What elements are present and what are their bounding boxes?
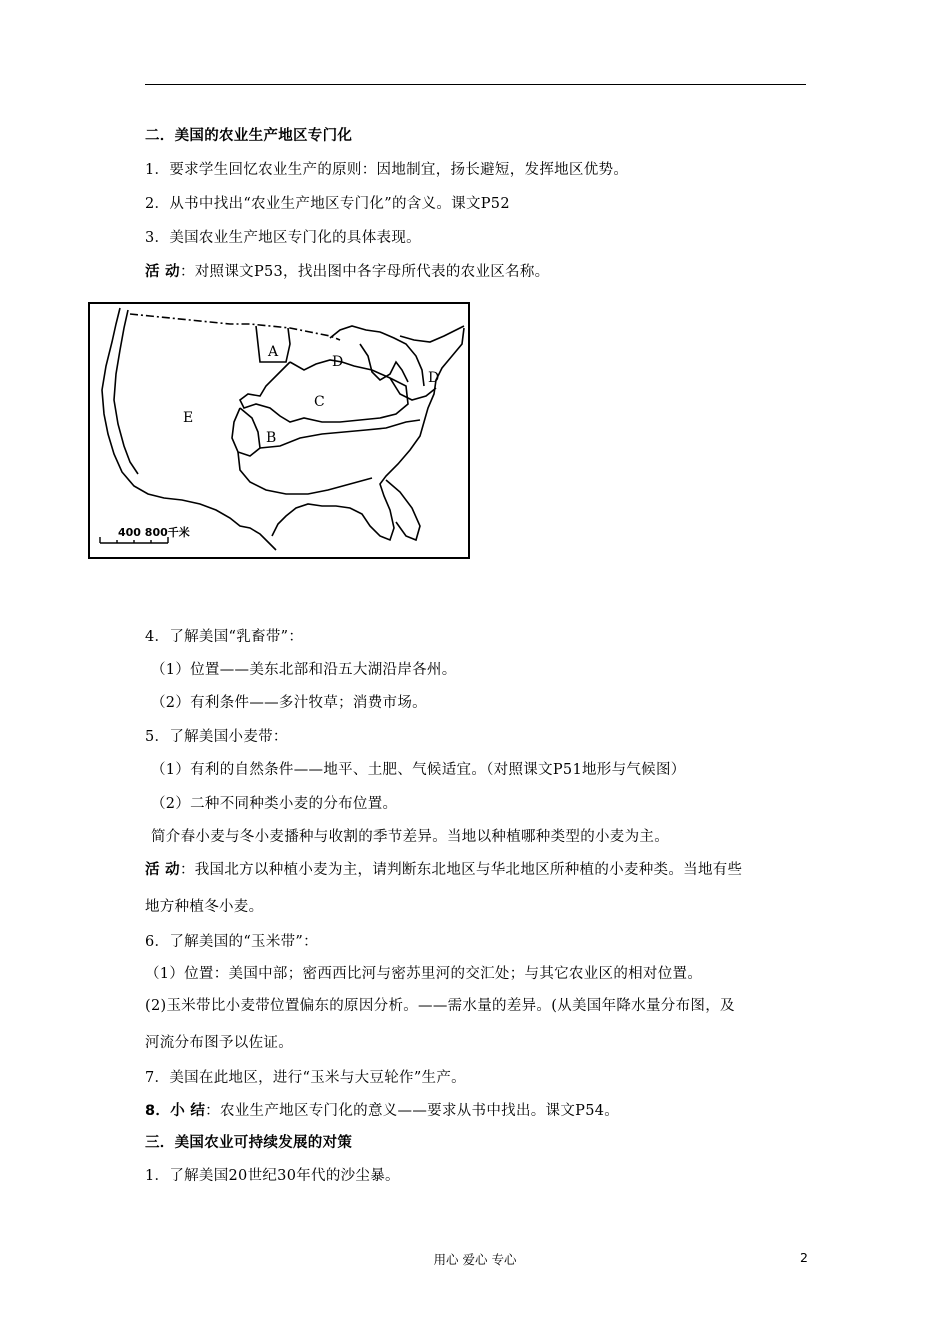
text-line: 7．美国在此地区，进行“玉米与大豆轮作”生产。 xyxy=(145,1070,466,1086)
section-heading-2: 二．美国的农业生产地区专门化 xyxy=(145,128,353,144)
text-line: 2．从书中找出“农业生产地区专门化”的含义。课文P52 xyxy=(145,196,510,212)
scale-label: 400 800千米 xyxy=(118,526,190,539)
text-line: 6．了解美国的“玉米带”： xyxy=(145,934,318,950)
northern-border xyxy=(130,314,340,340)
text-line: （2）二种不同种类小麦的分布位置。 xyxy=(151,796,398,812)
map-label-a: A xyxy=(268,344,279,360)
map-label-d-north: D xyxy=(332,354,344,370)
map-label-c: C xyxy=(314,394,325,410)
text-line: 4．了解美国“乳畜带”： xyxy=(145,629,304,645)
text-line: 5．了解美国小麦带： xyxy=(145,729,288,745)
map-drawing xyxy=(90,304,468,557)
page-footer: 用心 爱心 专心 xyxy=(433,1252,517,1267)
text-line: 地方种植冬小麦。 xyxy=(145,899,264,915)
map-label-b: B xyxy=(266,430,277,446)
text-line: （2）有利条件——多汁牧草；消费市场。 xyxy=(151,695,427,711)
activity-label: 活 动 xyxy=(145,862,180,878)
text-line: 3．美国农业生产地区专门化的具体表现。 xyxy=(145,230,421,246)
text-line: 河流分布图予以佐证。 xyxy=(145,1035,293,1051)
florida-outline xyxy=(386,480,420,540)
text-line: 1．要求学生回忆农业生产的原则：因地制宜，扬长避短，发挥地区优势。 xyxy=(145,162,629,178)
southern-belt-line xyxy=(260,420,420,448)
text-line: 1．了解美国20世纪30年代的沙尘暴。 xyxy=(145,1168,400,1184)
activity-line xyxy=(145,262,549,282)
map-label-e: E xyxy=(183,410,194,426)
summary-label: 8．小 结 xyxy=(145,1103,206,1119)
text-line: （1）位置：美国中部；密西西比河与密苏里河的交汇处；与其它农业区的相对位置。 xyxy=(145,966,703,982)
lake-michigan xyxy=(360,344,408,382)
text-line: 简介春小麦与冬小麦播种与收割的季节差异。当地以种植哪种类型的小麦为主。 xyxy=(151,829,669,845)
northeast-border xyxy=(400,326,464,342)
text-line: (2)玉米带比小麦带位置偏东的原因分析。——需水量的差异。(从美国年降水量分布图，及 xyxy=(145,998,735,1014)
west-coast-line xyxy=(102,308,276,550)
activity-text: ：对照课文P53，找出图中各字母所代表的农业区名称。 xyxy=(179,264,550,280)
section-heading-3: 三．美国农业可持续发展的对策 xyxy=(145,1135,353,1151)
usa-agriculture-map xyxy=(88,302,470,559)
header-rule xyxy=(145,84,806,85)
summary-line xyxy=(145,1101,619,1121)
coast-inner-line xyxy=(114,310,138,474)
activity-text: ：我国北方以种植小麦为主，请判断东北地区与华北地区所种植的小麦种类。当地有些 xyxy=(179,862,743,878)
page-number: 2 xyxy=(800,1250,808,1265)
region-b-boundary xyxy=(232,408,260,456)
map-label-d-east: D xyxy=(428,370,440,386)
text-line: （1）位置——美东北部和沿五大湖沿岸各州。 xyxy=(151,662,457,678)
region-c-boundary xyxy=(240,360,408,422)
summary-text: ：农业生产地区专门化的意义——要求从书中找出。课文P54。 xyxy=(205,1103,620,1119)
activity-line xyxy=(145,860,742,880)
activity-label: 活 动 xyxy=(145,264,180,280)
text-line: （1）有利的自然条件——地平、土肥、气候适宜。（对照课文P51地形与气候图） xyxy=(151,762,686,778)
cotton-belt-line xyxy=(238,452,372,494)
east-gulf-coast xyxy=(272,328,464,540)
